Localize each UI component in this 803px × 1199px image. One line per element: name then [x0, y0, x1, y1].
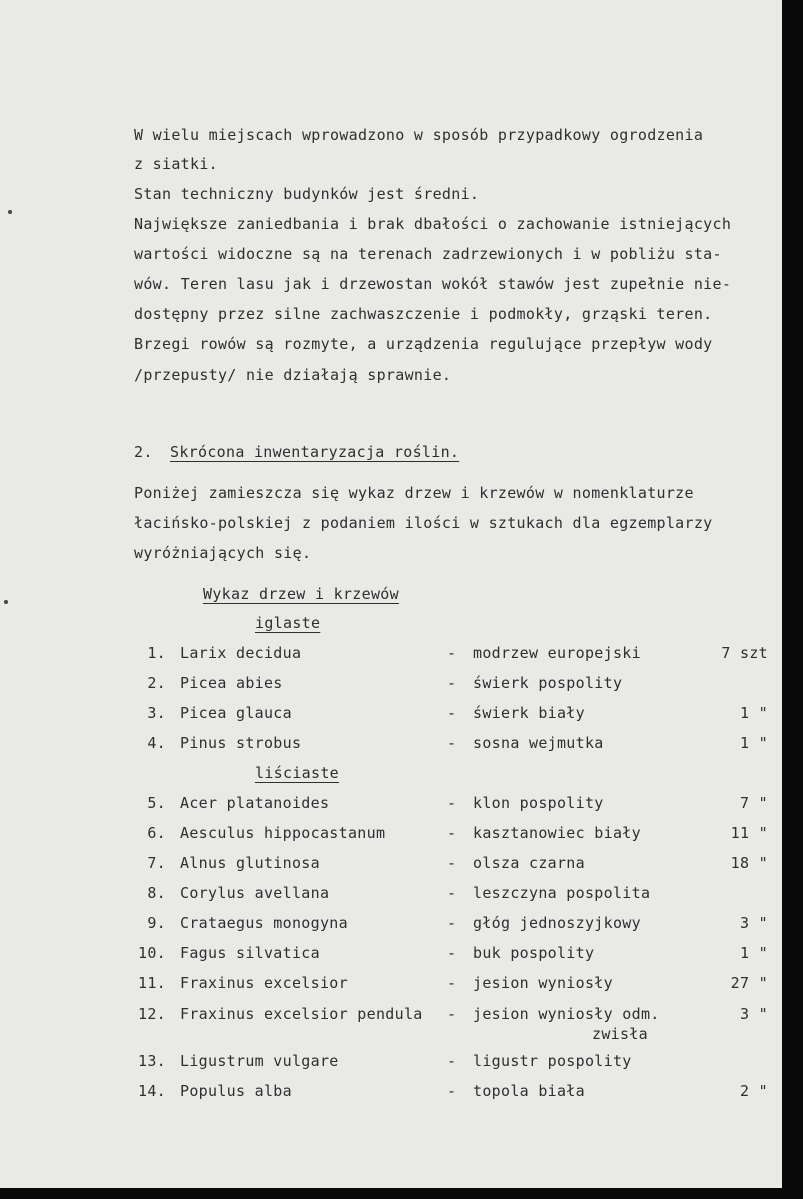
- tree-number: 10.: [138, 944, 166, 962]
- paragraph-line: z siatki.: [134, 155, 218, 173]
- quantity: 3 ": [740, 1005, 768, 1023]
- list-title: Wykaz drzew i krzewów: [203, 585, 399, 603]
- name-dash: -: [447, 914, 457, 932]
- latin-name: Fraxinus excelsior pendula: [180, 1005, 423, 1023]
- polish-name: jesion wyniosły: [473, 974, 613, 992]
- latin-name: Picea abies: [180, 674, 283, 692]
- tree-number: 8.: [147, 884, 166, 902]
- name-dash: -: [447, 674, 457, 692]
- tree-number: 2.: [147, 674, 166, 692]
- tree-number: 11.: [138, 974, 166, 992]
- quantity: 7 ": [740, 794, 768, 812]
- quantity: 2 ": [740, 1082, 768, 1100]
- intro-line: łacińsko-polskiej z podaniem ilości w sztukach dla egzemplarzy: [134, 514, 713, 532]
- quantity: 3 ": [740, 914, 768, 932]
- section-title: Skrócona inwentaryzacja roślin.: [170, 443, 460, 461]
- tree-number: 12.: [138, 1005, 166, 1023]
- name-dash: -: [447, 1082, 457, 1100]
- latin-name: Aesculus hippocastanum: [180, 824, 386, 842]
- paragraph-line: dostępny przez silne zachwaszczenie i podmokły, grząski teren.: [134, 305, 713, 323]
- name-dash: -: [447, 944, 457, 962]
- latin-name: Crataegus monogyna: [180, 914, 348, 932]
- latin-name: Ligustrum vulgare: [180, 1052, 339, 1070]
- latin-name: Fagus silvatica: [180, 944, 320, 962]
- latin-name: Acer platanoides: [180, 794, 330, 812]
- polish-name: sosna wejmutka: [473, 734, 604, 752]
- intro-line: Poniżej zamieszcza się wykaz drzew i krzewów w nomenklaturze: [134, 484, 694, 502]
- latin-name: Corylus avellana: [180, 884, 330, 902]
- paragraph-line: W wielu miejscach wprowadzono w sposób przypadkowy ogrodzenia: [134, 126, 704, 144]
- tree-number: 13.: [138, 1052, 166, 1070]
- name-dash: -: [447, 884, 457, 902]
- polish-name: ligustr pospolity: [473, 1052, 632, 1070]
- quantity: 1 ": [740, 704, 768, 722]
- tree-number: 5.: [147, 794, 166, 812]
- polish-name: świerk pospolity: [473, 674, 623, 692]
- paragraph-line: Stan techniczny budynków jest średni.: [134, 185, 480, 203]
- polish-name: buk pospolity: [473, 944, 595, 962]
- quantity: 1 ": [740, 734, 768, 752]
- tree-number: 14.: [138, 1082, 166, 1100]
- quantity: 11 ": [730, 824, 768, 842]
- polish-name: świerk biały: [473, 704, 585, 722]
- name-dash: -: [447, 794, 457, 812]
- quantity: 1 ": [740, 944, 768, 962]
- polish-name: kasztanowiec biały: [473, 824, 641, 842]
- name-dash: -: [447, 704, 457, 722]
- paragraph-line: wów. Teren lasu jak i drzewostan wokół stawów jest zupełnie nie-: [134, 275, 732, 293]
- quantity: 27 ": [730, 974, 768, 992]
- name-dash: -: [447, 1005, 457, 1023]
- latin-name: Alnus glutinosa: [180, 854, 320, 872]
- paragraph-line: Największe zaniedbania i brak dbałości o zachowanie istniejących: [134, 215, 732, 233]
- polish-name: klon pospolity: [473, 794, 604, 812]
- paragraph-line: Brzegi rowów są rozmyte, a urządzenia regulujące przepływ wody: [134, 335, 713, 353]
- paragraph-line: wartości widoczne są na terenach zadrzewionych i w pobliżu sta-: [134, 245, 722, 263]
- name-dash: -: [447, 974, 457, 992]
- latin-name: Fraxinus excelsior: [180, 974, 348, 992]
- latin-name: Pinus strobus: [180, 734, 302, 752]
- quantity: 18 ": [730, 854, 768, 872]
- latin-name: Larix decidua: [180, 644, 302, 662]
- name-dash: -: [447, 644, 457, 662]
- polish-name: olsza czarna: [473, 854, 585, 872]
- polish-name: modrzew europejski: [473, 644, 641, 662]
- tree-number: 3.: [147, 704, 166, 722]
- tree-12-continuation: zwisła: [592, 1025, 648, 1043]
- polish-name: głóg jednoszyjkowy: [473, 914, 641, 932]
- quantity: 7 szt: [721, 644, 768, 662]
- polish-name: jesion wyniosły odm.: [473, 1005, 660, 1023]
- tree-number: 4.: [147, 734, 166, 752]
- group-heading-conifers: iglaste: [255, 614, 321, 632]
- name-dash: -: [447, 734, 457, 752]
- tree-number: 1.: [147, 644, 166, 662]
- latin-name: Picea glauca: [180, 704, 292, 722]
- polish-name: topola biała: [473, 1082, 585, 1100]
- name-dash: -: [447, 854, 457, 872]
- polish-name: leszczyna pospolita: [473, 884, 651, 902]
- name-dash: -: [447, 1052, 457, 1070]
- name-dash: -: [447, 824, 457, 842]
- paragraph-line: /przepusty/ nie działają sprawnie.: [134, 366, 452, 384]
- tree-number: 9.: [147, 914, 166, 932]
- tree-number: 7.: [147, 854, 166, 872]
- group-heading-deciduous: liściaste: [255, 764, 339, 782]
- intro-line: wyróżniających się.: [134, 544, 312, 562]
- latin-name: Populus alba: [180, 1082, 292, 1100]
- section-number: 2.: [134, 443, 153, 461]
- tree-number: 6.: [147, 824, 166, 842]
